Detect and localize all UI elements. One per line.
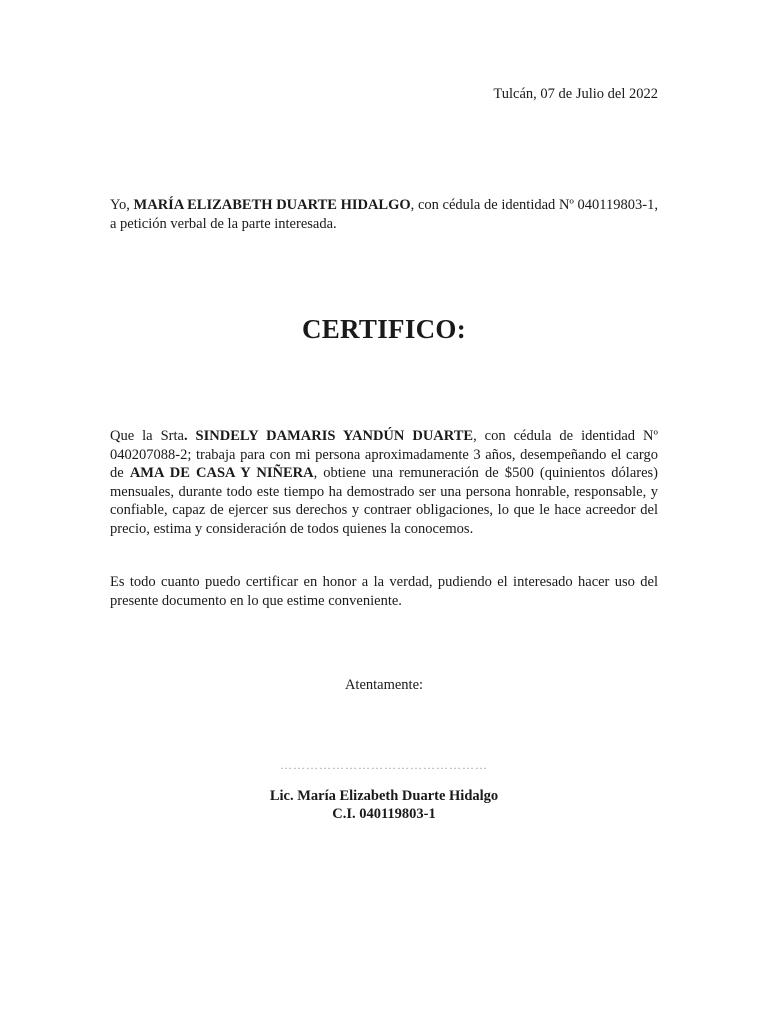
intro-text-end: , con cédula de identidad Nº 040119803-1, a petición verbal de la parte interesada. — [110, 197, 658, 232]
body-text-end: , obtiene una remuneración de $500 (quinientos dólares) mensuales, durante todo este tiempo ha demostrado ser una persona honrable, responsable, y confiable, capaz de ejercer sus derechos y contraer obligaciones, lo que le hace acreedor del precio, estima y consideración de todos quienes la conocemos. — [110, 465, 659, 537]
intro-text-start: Yo, — [110, 197, 134, 213]
closing-paragraph: Es todo cuanto puedo certificar en honor a la verdad, pudiendo el interesado hacer uso del presente documento en lo que estime conveniente. — [110, 574, 658, 609]
signature-line: ………………………………………… — [280, 758, 488, 772]
job-role: AMA DE CASA Y NIÑERA — [129, 465, 314, 481]
body-paragraph — [110, 427, 658, 538]
body-text-start: Que la Srta — [110, 428, 184, 444]
date-line: Tulcán, 07 de Julio del 2022 — [493, 86, 658, 102]
declarant-name: MARÍA ELIZABETH DUARTE HIDALGO — [133, 197, 411, 213]
certificate-title: CERTIFICO: — [301, 314, 467, 344]
certified-person-name: SINDELY DAMARIS YANDÚN DUARTE — [187, 428, 474, 444]
signer-name: Lic. María Elizabeth Duarte Hidalgo — [269, 788, 499, 804]
salutation: Atentamente: — [344, 677, 424, 693]
body-text-middle: , con cédula de identidad Nº 040207088-2; trabaja para con mi persona aproximadamente 3 años, desempeñando el cargo de — [110, 428, 658, 481]
body-dot: . — [183, 428, 188, 444]
signer-id: C.I. 040119803-1 — [332, 806, 436, 822]
intro-paragraph — [110, 196, 658, 233]
